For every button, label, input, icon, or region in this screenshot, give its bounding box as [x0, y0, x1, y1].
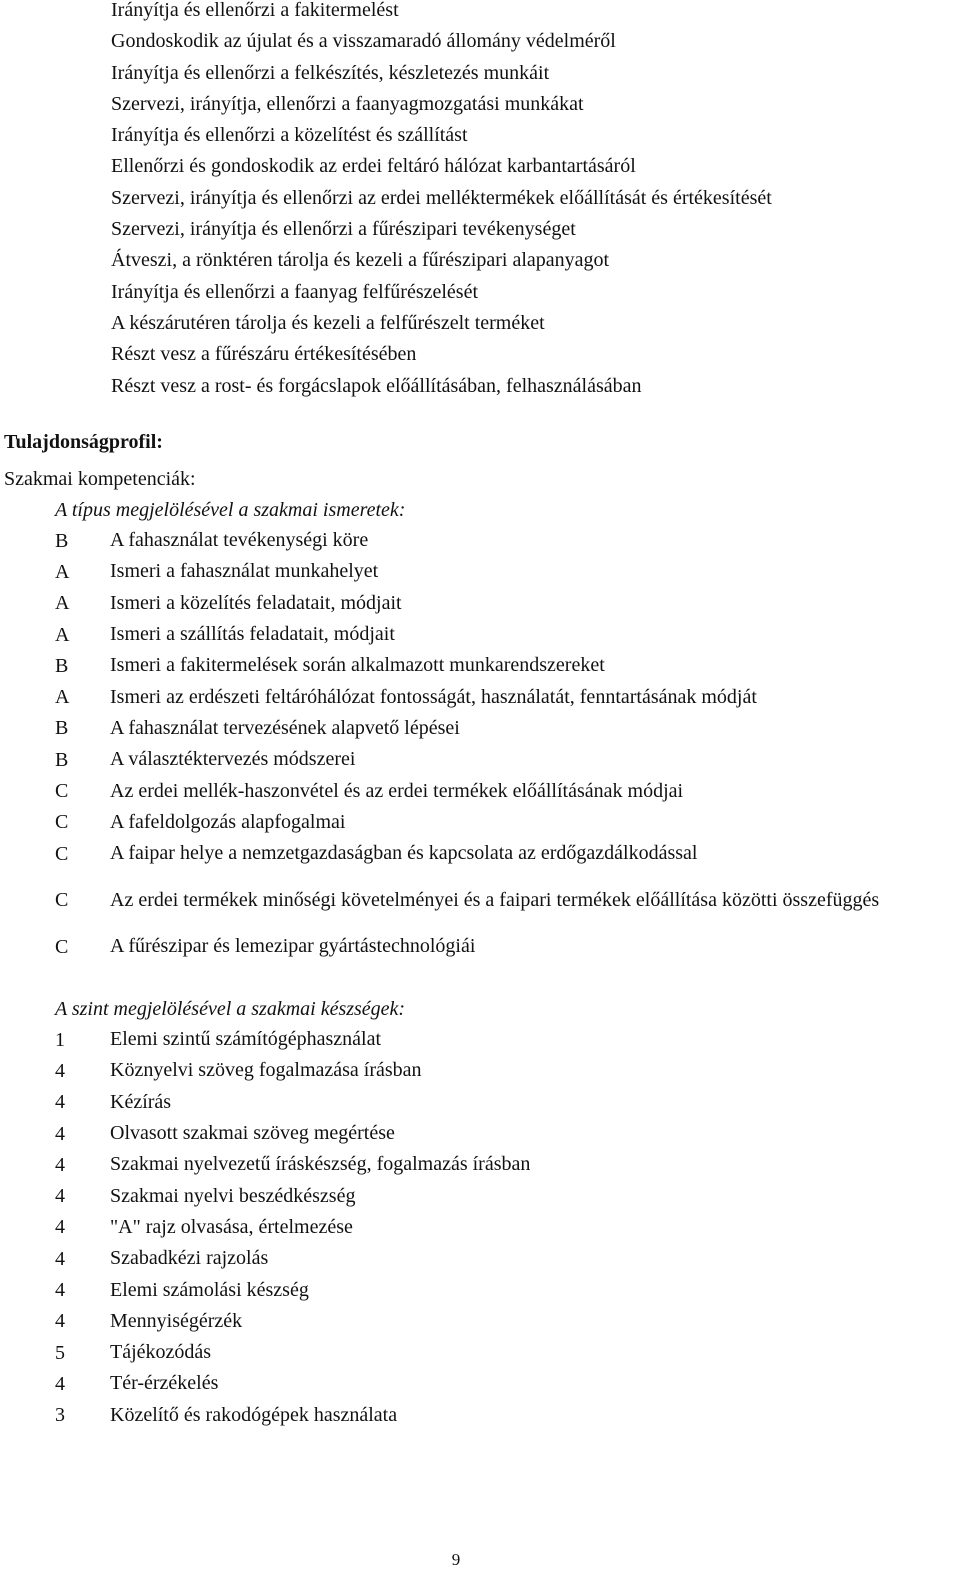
knowledge-level: C [55, 842, 69, 865]
knowledge-text: A fahasználat tevékenységi köre [110, 529, 369, 552]
skill-level: 4 [55, 1122, 65, 1145]
skill-row [55, 1400, 951, 1431]
profile-title: Tulajdonságprofil: [4, 431, 163, 453]
knowledge-level: C [55, 889, 69, 912]
knowledge-text: Ismeri a fakitermelések során alkalmazott munkarendszereket [110, 654, 605, 677]
task-item: Részt vesz a fűrészáru értékesítésében [111, 343, 417, 366]
knowledge-row [55, 619, 951, 650]
knowledge-level: A [55, 623, 70, 646]
task-item: Ellenőrzi és gondoskodik az erdei feltáró hálózat karbantartásáról [111, 155, 636, 178]
skill-text: Kézírás [110, 1090, 172, 1113]
skill-level: 4 [55, 1216, 65, 1239]
knowledge-text: A választéktervezés módszerei [110, 748, 356, 771]
knowledge-text: Ismeri az erdészeti feltáróhálózat fontosságát, használatát, fenntartásának módját [110, 685, 757, 708]
skill-row [55, 1368, 951, 1399]
skill-row [55, 1024, 951, 1055]
skill-level: 4 [55, 1185, 65, 1208]
task-item: Irányítja és ellenőrzi a felkészítés, készletezés munkáit [111, 61, 550, 84]
knowledge-row [55, 588, 951, 619]
skills-heading: A szint megjelölésével a szakmai készségek: [55, 998, 406, 1020]
skill-text: Közelítő és rakodógépek használata [110, 1403, 398, 1426]
skill-text: Elemi szintű számítógéphasználat [110, 1028, 382, 1051]
skill-level: 4 [55, 1372, 65, 1395]
knowledge-row [55, 650, 951, 681]
task-item: A készárutéren tárolja és kezeli a felfűrészelt terméket [111, 311, 545, 334]
skill-text: "A" rajz olvasása, értelmezése [110, 1215, 353, 1238]
knowledge-row [55, 775, 951, 806]
skill-text: Elemi számolási készség [110, 1278, 309, 1301]
skill-level: 4 [55, 1153, 65, 1176]
skill-text: Olvasott szakmai szöveg megértése [110, 1122, 395, 1145]
skill-row [55, 1055, 951, 1086]
skill-row [55, 1149, 951, 1180]
skill-row [55, 1274, 951, 1305]
profile-subtitle: Szakmai kompetenciák: [4, 468, 196, 490]
knowledge-heading: A típus megjelölésével a szakmai ismeretek: [55, 499, 406, 521]
knowledge-level: B [55, 654, 69, 677]
skill-row [55, 1243, 951, 1274]
knowledge-row [55, 838, 951, 869]
knowledge-level: A [55, 592, 70, 615]
knowledge-table [55, 525, 951, 963]
knowledge-text: A faipar helye a nemzetgazdaságban és kapcsolata az erdőgazdálkodással [110, 842, 698, 865]
skill-level: 3 [55, 1404, 65, 1427]
knowledge-text: Ismeri a fahasználat munkahelyet [110, 560, 379, 583]
page-number: 9 [451, 1550, 461, 1569]
skill-row [55, 1212, 951, 1243]
task-item: Irányítja és ellenőrzi a faanyag felfűrészelését [111, 280, 479, 303]
knowledge-row [55, 713, 951, 744]
skill-level: 5 [55, 1341, 65, 1364]
task-item: Gondoskodik az újulat és a visszamaradó állomány védelméről [111, 30, 616, 53]
skill-row [55, 1087, 951, 1118]
task-item: Irányítja és ellenőrzi a közelítést és szállítást [111, 124, 468, 147]
knowledge-level: C [55, 811, 69, 834]
knowledge-level: A [55, 686, 70, 709]
knowledge-row [55, 556, 951, 587]
skill-level: 4 [55, 1059, 65, 1082]
task-item: Szervezi, irányítja és ellenőrzi az erdei melléktermékek előállítását és értékesítését [111, 186, 772, 209]
skill-level: 4 [55, 1310, 65, 1333]
knowledge-text: Ismeri a szállítás feladatait, módjait [110, 623, 395, 646]
knowledge-level: B [55, 748, 69, 771]
skill-level: 1 [55, 1028, 65, 1051]
knowledge-row [55, 869, 951, 931]
skill-text: Tér-érzékelés [110, 1372, 219, 1395]
knowledge-row [55, 931, 951, 962]
knowledge-level: B [55, 529, 69, 552]
task-item: Átveszi, a rönktéren tárolja és kezeli a fűrészipari alapanyagot [111, 249, 610, 272]
task-item: Részt vesz a rost- és forgácslapok előállításában, felhasználásában [111, 374, 642, 397]
task-item: Szervezi, irányítja és ellenőrzi a fűrészipari tevékenységet [111, 218, 576, 241]
skill-row [55, 1118, 951, 1149]
knowledge-row [55, 744, 951, 775]
skill-level: 4 [55, 1247, 65, 1270]
knowledge-text: A fűrészipar és lemezipar gyártástechnológiái [110, 935, 476, 958]
knowledge-level: B [55, 717, 69, 740]
skill-text: Köznyelvi szöveg fogalmazása írásban [110, 1059, 422, 1082]
knowledge-level: A [55, 560, 70, 583]
skill-level: 4 [55, 1091, 65, 1114]
skill-row [55, 1337, 951, 1368]
skill-text: Szabadkézi rajzolás [110, 1247, 269, 1270]
skill-text: Mennyiségérzék [110, 1309, 243, 1332]
knowledge-text: A fahasználat tervezésének alapvető lépései [110, 716, 460, 739]
knowledge-text: Az erdei termékek minőségi követelményei és a faipari termékek előállítása közötti összefüggés [110, 888, 880, 911]
knowledge-text: Az erdei mellék-haszonvétel és az erdei termékek előállításának módjai [110, 779, 684, 802]
skill-text: Szakmai nyelvi beszédkészség [110, 1184, 356, 1207]
task-item: Irányítja és ellenőrzi a fakitermelést [111, 0, 399, 21]
skill-row [55, 1306, 951, 1337]
skills-table [55, 1024, 951, 1431]
skill-text: Tájékozódás [110, 1341, 212, 1364]
task-list [111, 0, 951, 405]
knowledge-row [55, 807, 951, 838]
task-item: Szervezi, irányítja, ellenőrzi a faanyagmozgatási munkákat [111, 92, 584, 115]
knowledge-row [55, 681, 951, 712]
skill-row [55, 1180, 951, 1211]
knowledge-text: Ismeri a közelítés feladatait, módjait [110, 591, 402, 614]
knowledge-level: C [55, 935, 69, 958]
skill-text: Szakmai nyelvezetű íráskészség, fogalmazás írásban [110, 1153, 531, 1176]
knowledge-row [55, 525, 951, 556]
knowledge-level: C [55, 780, 69, 803]
knowledge-text: A fafeldolgozás alapfogalmai [110, 810, 346, 833]
skill-level: 4 [55, 1279, 65, 1302]
